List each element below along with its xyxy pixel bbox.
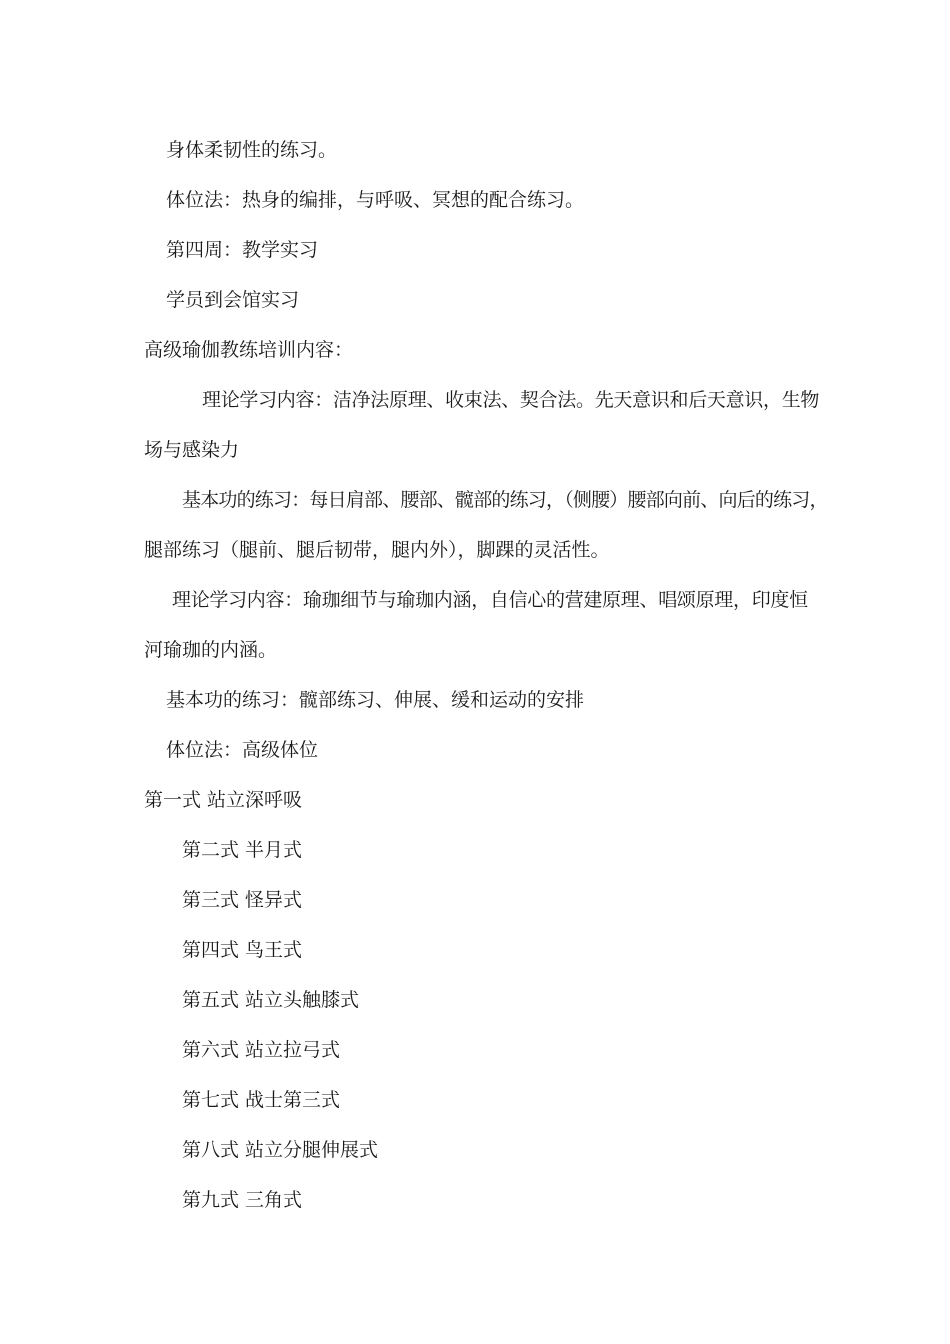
- pose-item: 第八式 站立分腿伸展式: [182, 1139, 379, 1161]
- pose-item: 第九式 三角式: [182, 1189, 303, 1211]
- pose-item: 第五式 站立头触膝式: [182, 989, 360, 1011]
- text-line: 腿部练习（腿前、腿后韧带，腿内外），脚踝的灵活性。: [144, 539, 610, 561]
- text-line: 学员到会馆实习: [166, 289, 300, 311]
- text-line: 理论学习内容：瑜珈细节与瑜珈内涵，自信心的营建原理、唱颂原理，印度恒: [172, 589, 808, 611]
- text-line: 理论学习内容：洁净法原理、收束法、契合法。先天意识和后天意识，生物: [202, 389, 820, 411]
- text-line: 基本功的练习：髋部练习、伸展、缓和运动的安排: [166, 689, 585, 711]
- pose-item: 第七式 战士第三式: [182, 1089, 341, 1111]
- pose-item: 第六式 站立拉弓式: [182, 1039, 341, 1061]
- text-line: 体位法：热身的编排，与呼吸、冥想的配合练习。: [166, 189, 585, 211]
- section-heading: 高级瑜伽教练培训内容：: [144, 339, 354, 361]
- text-line: 场与感染力: [144, 439, 240, 461]
- pose-item: 第一式 站立深呼吸: [144, 789, 303, 811]
- section-heading: 第四周：教学实习: [166, 239, 319, 261]
- text-line: 身体柔韧性的练习。: [166, 139, 338, 161]
- text-line: 基本功的练习：每日肩部、腰部、髋部的练习，（侧腰）腰部向前、向后的练习，: [182, 489, 828, 511]
- text-line: 河瑜珈的内涵。: [144, 639, 278, 661]
- pose-item: 第二式 半月式: [182, 839, 303, 861]
- pose-item: 第三式 怪异式: [182, 889, 303, 911]
- text-line: 体位法：高级体位: [166, 739, 319, 761]
- pose-item: 第四式 鸟王式: [182, 939, 303, 961]
